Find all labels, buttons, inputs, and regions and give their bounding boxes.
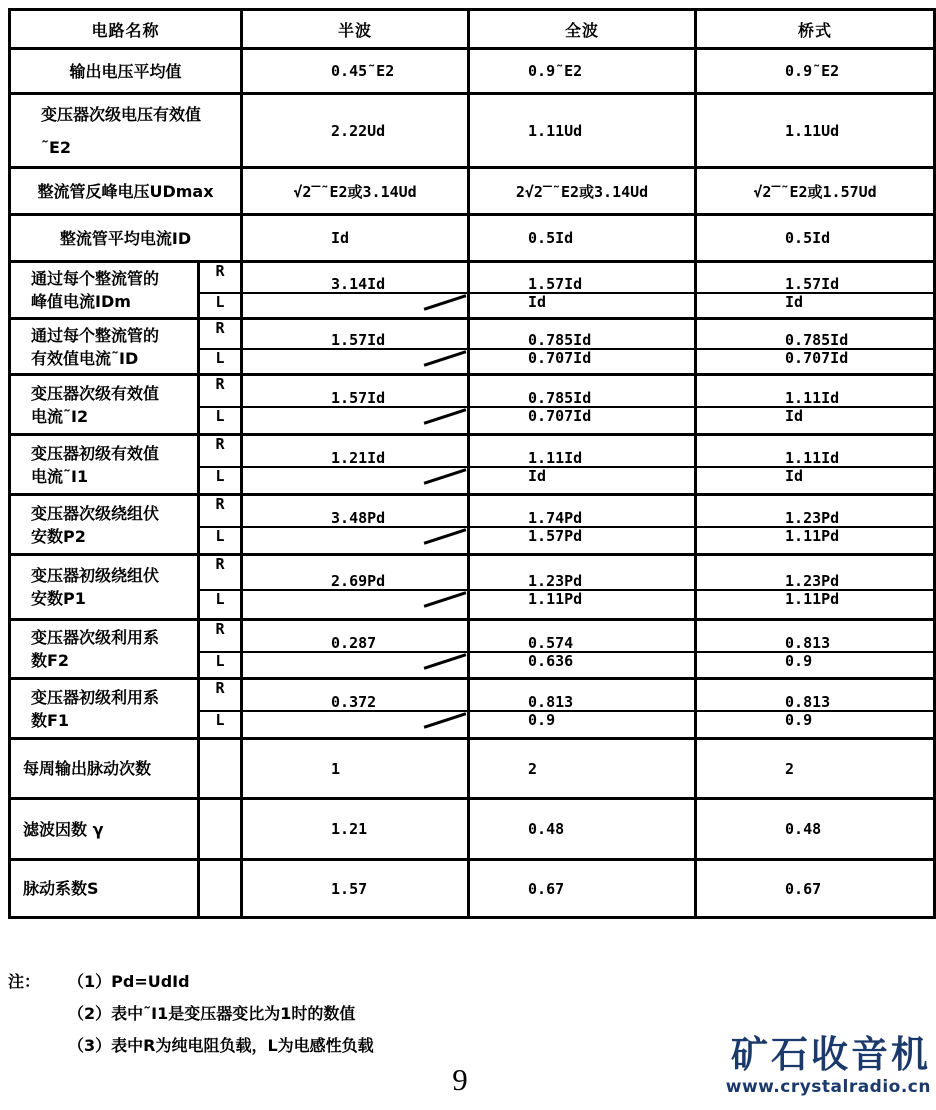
value-cell: 3.48Pd bbox=[242, 495, 469, 527]
row-label bbox=[10, 262, 199, 319]
row-label-line: 数F2 bbox=[31, 651, 70, 670]
value-cell: 1.21Id bbox=[242, 435, 469, 467]
value-cell: 0.287 bbox=[242, 620, 469, 652]
rl-label: R bbox=[199, 435, 242, 467]
value-cell: 1.74Pd bbox=[469, 495, 696, 527]
row-label-line: 安数P1 bbox=[31, 589, 86, 608]
value-cell: 0.707Id bbox=[696, 349, 935, 375]
value-cell: 0.813 bbox=[469, 679, 696, 711]
row-label bbox=[10, 679, 199, 739]
rl-label: R bbox=[199, 679, 242, 711]
value-cell: 1.57Id bbox=[469, 262, 696, 293]
value-cell: 1.11Ud bbox=[696, 94, 935, 168]
rl-label: L bbox=[199, 590, 242, 620]
no-value-slash-mark bbox=[424, 350, 467, 366]
value-cell: 0.67 bbox=[469, 860, 696, 918]
header-cell: 半波 bbox=[242, 10, 469, 49]
value-cell: 0.707Id bbox=[469, 407, 696, 435]
value-cell: 1.11Id bbox=[696, 375, 935, 407]
rl-label: L bbox=[199, 467, 242, 495]
rectifier-comparison-table bbox=[8, 8, 936, 919]
value-cell: 1.11Pd bbox=[696, 527, 935, 555]
row-label bbox=[10, 495, 199, 555]
table-row bbox=[10, 94, 935, 168]
row-label bbox=[10, 215, 242, 262]
value-cell: 1.57Pd bbox=[469, 527, 696, 555]
row-label-line: 数F1 bbox=[31, 710, 70, 730]
table-row-r bbox=[10, 319, 935, 349]
table-row-r bbox=[10, 495, 935, 527]
row-label bbox=[10, 620, 199, 679]
row-label-line: 安数P2 bbox=[31, 526, 86, 546]
value-cell-slash bbox=[242, 467, 469, 495]
table-body bbox=[10, 10, 935, 918]
row-label-line: 电流˜I2 bbox=[31, 406, 89, 426]
value-cell: 0.67 bbox=[696, 860, 935, 918]
row-label bbox=[10, 375, 199, 435]
value-cell: 0.574 bbox=[469, 620, 696, 652]
row-label-line: 滤波因数 γ bbox=[23, 819, 104, 839]
value-cell: 0.9 bbox=[469, 711, 696, 739]
value-cell: 1.57Id bbox=[242, 375, 469, 407]
value-cell: 0.5Id bbox=[696, 215, 935, 262]
table-row bbox=[10, 860, 935, 918]
value-cell: 1.57 bbox=[242, 860, 469, 918]
footnotes bbox=[8, 966, 374, 1062]
value-cell: 1.11Id bbox=[469, 435, 696, 467]
crystalradio-watermark bbox=[726, 1033, 931, 1097]
no-value-slash-mark bbox=[424, 294, 467, 310]
value-cell: Id bbox=[469, 293, 696, 319]
row-label-line: 变压器次级有效值 bbox=[31, 383, 160, 403]
value-cell-slash bbox=[242, 407, 469, 435]
footnote-prefix: 注： bbox=[8, 972, 41, 991]
value-cell: Id bbox=[696, 467, 935, 495]
no-value-slash-mark bbox=[424, 653, 467, 669]
value-cell: 2 bbox=[469, 739, 696, 799]
row-label bbox=[10, 860, 199, 918]
table-row-r bbox=[10, 555, 935, 590]
value-cell: 0.9˜E2 bbox=[696, 49, 935, 94]
value-cell: Id bbox=[696, 293, 935, 319]
rl-label: L bbox=[199, 527, 242, 555]
rl-label: L bbox=[199, 293, 242, 319]
value-cell-slash bbox=[242, 652, 469, 679]
table-row-r bbox=[10, 435, 935, 467]
footnote-item: （3）表中R为纯电阻负载，L为电感性负载 bbox=[68, 1036, 374, 1055]
row-label-line: 整流管平均电流ID bbox=[59, 228, 192, 248]
table-row-r bbox=[10, 262, 935, 293]
value-cell-slash bbox=[242, 293, 469, 319]
table-row bbox=[10, 215, 935, 262]
value-cell-slash bbox=[242, 527, 469, 555]
value-cell: 0.48 bbox=[696, 799, 935, 860]
row-label bbox=[10, 168, 242, 215]
value-cell: 2.69Pd bbox=[242, 555, 469, 590]
row-label bbox=[10, 555, 199, 620]
value-cell: Id bbox=[469, 467, 696, 495]
page-number: 9 bbox=[452, 1062, 468, 1097]
table-row bbox=[10, 799, 935, 860]
row-label bbox=[10, 49, 242, 94]
header-cell: 桥式 bbox=[696, 10, 935, 49]
value-cell: 0.9˜E2 bbox=[469, 49, 696, 94]
header-cell: 全波 bbox=[469, 10, 696, 49]
row-label-line: 变压器初级有效值 bbox=[31, 443, 160, 463]
value-cell: 1.11Id bbox=[696, 435, 935, 467]
no-value-slash-mark bbox=[424, 408, 467, 424]
value-cell: 1.23Pd bbox=[696, 555, 935, 590]
value-cell: 1.11Pd bbox=[696, 590, 935, 620]
rl-empty-cell bbox=[199, 860, 242, 918]
row-label-line: 变压器初级绕组伏 bbox=[31, 566, 160, 585]
value-cell: 0.45˜E2 bbox=[242, 49, 469, 94]
value-cell: 3.14Id bbox=[242, 262, 469, 293]
row-label bbox=[10, 799, 199, 860]
row-label-line: 变压器次级电压有效值 bbox=[41, 104, 202, 124]
table-header-row bbox=[10, 10, 935, 49]
table-row-r bbox=[10, 375, 935, 407]
value-cell: 1.11Ud bbox=[469, 94, 696, 168]
value-cell-slash bbox=[242, 590, 469, 620]
row-label-line: 变压器次级利用系 bbox=[31, 628, 160, 647]
rl-label: R bbox=[199, 620, 242, 652]
watermark-brand-text: 矿石收音机 bbox=[731, 1033, 931, 1076]
table-row bbox=[10, 168, 935, 215]
table-row-r bbox=[10, 620, 935, 652]
row-label-line: 脉动系数S bbox=[23, 879, 99, 898]
rl-label: L bbox=[199, 407, 242, 435]
value-cell: Id bbox=[696, 407, 935, 435]
no-value-slash-mark bbox=[424, 528, 467, 544]
table-row-r bbox=[10, 679, 935, 711]
value-cell: 0.813 bbox=[696, 679, 935, 711]
row-label-line: 变压器初级利用系 bbox=[31, 687, 160, 707]
rl-label: R bbox=[199, 375, 242, 407]
rl-label: L bbox=[199, 711, 242, 739]
value-cell: 0.9 bbox=[696, 652, 935, 679]
value-cell: 2√2̅ ˜E2或3.14Ud bbox=[469, 168, 696, 215]
header-cell: 电路名称 bbox=[10, 10, 242, 49]
value-cell: 1.23Pd bbox=[469, 555, 696, 590]
value-cell: 0.5Id bbox=[469, 215, 696, 262]
table-row bbox=[10, 49, 935, 94]
value-cell: √2̅ ˜E2或3.14Ud bbox=[242, 168, 469, 215]
row-label-line: 输出电压平均值 bbox=[69, 61, 182, 81]
value-cell: 1.57Id bbox=[696, 262, 935, 293]
value-cell: 0.636 bbox=[469, 652, 696, 679]
row-label-line: ˜E2 bbox=[41, 137, 72, 157]
rl-label: R bbox=[199, 495, 242, 527]
rl-label: R bbox=[199, 262, 242, 293]
row-label-line: 变压器次级绕组伏 bbox=[31, 503, 160, 523]
row-label-line: 峰值电流IDm bbox=[31, 292, 131, 311]
row-label-line: 整流管反峰电压UDmax bbox=[37, 181, 214, 201]
row-label-line: 电流˜I1 bbox=[31, 466, 89, 486]
rl-empty-cell bbox=[199, 799, 242, 860]
value-cell: 0.785Id bbox=[469, 375, 696, 407]
value-cell: 1.57Id bbox=[242, 319, 469, 349]
value-cell-slash bbox=[242, 349, 469, 375]
value-cell: 1.11Pd bbox=[469, 590, 696, 620]
rl-label: R bbox=[199, 319, 242, 349]
table-row bbox=[10, 739, 935, 799]
value-cell-slash bbox=[242, 711, 469, 739]
no-value-slash-mark bbox=[424, 712, 467, 728]
rl-label: L bbox=[199, 349, 242, 375]
value-cell: 2.22Ud bbox=[242, 94, 469, 168]
row-label bbox=[10, 319, 199, 375]
value-cell: 0.785Id bbox=[469, 319, 696, 349]
row-label-line: 有效值电流˜ID bbox=[31, 348, 139, 368]
row-label bbox=[10, 435, 199, 495]
value-cell: 0.372 bbox=[242, 679, 469, 711]
value-cell: √2̅ ˜E2或1.57Ud bbox=[696, 168, 935, 215]
value-cell: 0.813 bbox=[696, 620, 935, 652]
value-cell: Id bbox=[242, 215, 469, 262]
footnote-item: （2）表中˜I1是变压器变比为1时的数值 bbox=[68, 1004, 356, 1023]
rl-label: L bbox=[199, 652, 242, 679]
row-label-line: 通过每个整流管的 bbox=[31, 325, 160, 345]
footnote-list bbox=[68, 966, 374, 1062]
value-cell: 0.785Id bbox=[696, 319, 935, 349]
row-label bbox=[10, 94, 242, 168]
value-cell: 0.9 bbox=[696, 711, 935, 739]
value-cell: 1.23Pd bbox=[696, 495, 935, 527]
no-value-slash-mark bbox=[424, 468, 467, 484]
value-cell: 1 bbox=[242, 739, 469, 799]
rl-label: R bbox=[199, 555, 242, 590]
footnote-item: （1）Pd=UdId bbox=[68, 972, 190, 991]
value-cell: 1.21 bbox=[242, 799, 469, 860]
row-label-line: 每周输出脉动次数 bbox=[23, 759, 152, 778]
row-label bbox=[10, 739, 199, 799]
value-cell: 0.707Id bbox=[469, 349, 696, 375]
rl-empty-cell bbox=[199, 739, 242, 799]
value-cell: 2 bbox=[696, 739, 935, 799]
value-cell: 0.48 bbox=[469, 799, 696, 860]
row-label-line: 通过每个整流管的 bbox=[31, 269, 160, 288]
watermark-url-text: www.crystalradio.cn bbox=[725, 1077, 931, 1097]
no-value-slash-mark bbox=[424, 591, 467, 607]
